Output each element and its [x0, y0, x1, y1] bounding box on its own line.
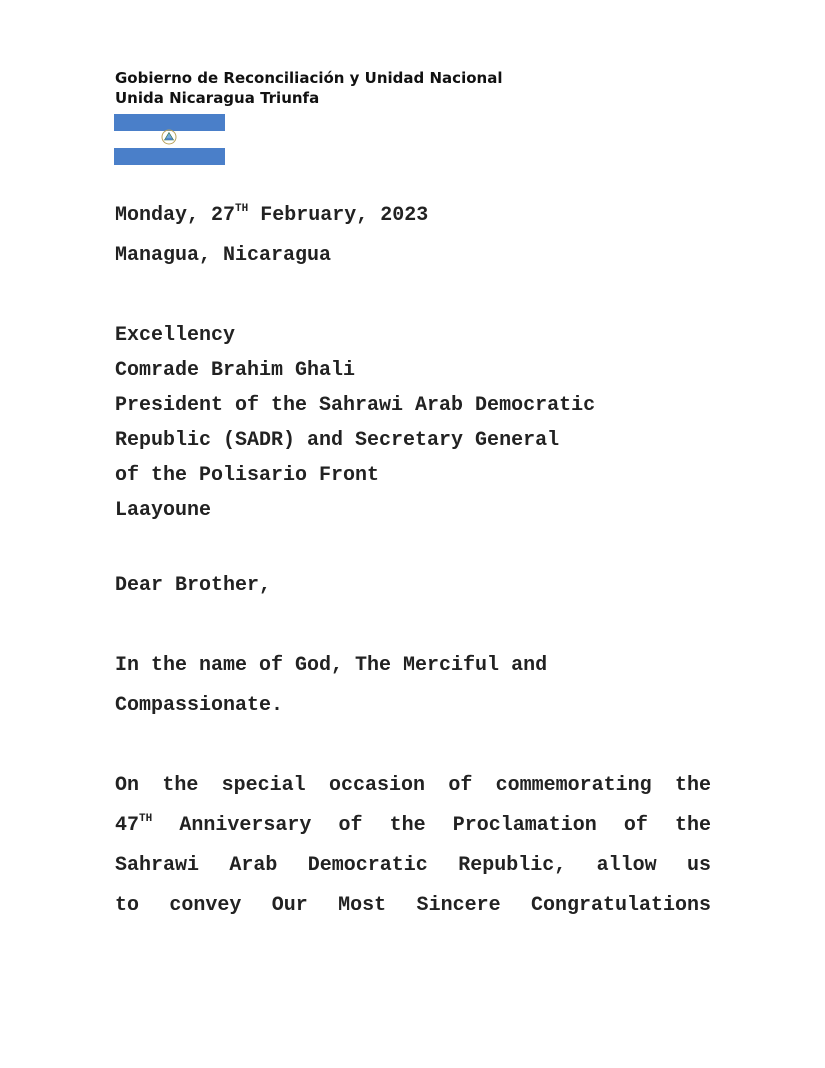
letterhead-government-name: Gobierno de Reconciliación y Unidad Nacional [115, 69, 503, 87]
letter-place: Managua, Nicaragua [115, 244, 332, 267]
body-line-1: On the special occasion of commemorating the [115, 774, 711, 797]
nicaragua-flag-icon [114, 114, 225, 165]
body-line-2: 47TH Anniversary of the Proclamation of the [115, 813, 711, 837]
date-ordinal-suffix: TH [235, 203, 249, 215]
recipient-city: Laayoune [115, 499, 212, 522]
recipient-name: Comrade Brahim Ghali [115, 359, 356, 382]
invocation-line-1: In the name of God, The Merciful and [115, 654, 548, 677]
anniversary-ordinal-suffix: TH [139, 813, 153, 825]
recipient-title-line-1: President of the Sahrawi Arab Democratic [115, 394, 596, 417]
body-line-4: to convey Our Most Sincere Congratulations [115, 894, 711, 917]
coat-of-arms-icon [161, 129, 177, 145]
letter-date: Monday, 27TH February, 2023 [115, 203, 429, 227]
greeting: Dear Brother, [115, 574, 272, 597]
recipient-title-line-2: Republic (SADR) and Secretary General [115, 429, 560, 452]
letterhead-slogan: Unida Nicaragua Triunfa [115, 89, 320, 107]
recipient-title-line-3: of the Polisario Front [115, 464, 380, 487]
body-line-3: Sahrawi Arab Democratic Republic, allow us [115, 854, 711, 877]
invocation-line-2: Compassionate. [115, 694, 284, 717]
letterhead [115, 68, 502, 108]
recipient-honorific: Excellency [115, 324, 236, 347]
